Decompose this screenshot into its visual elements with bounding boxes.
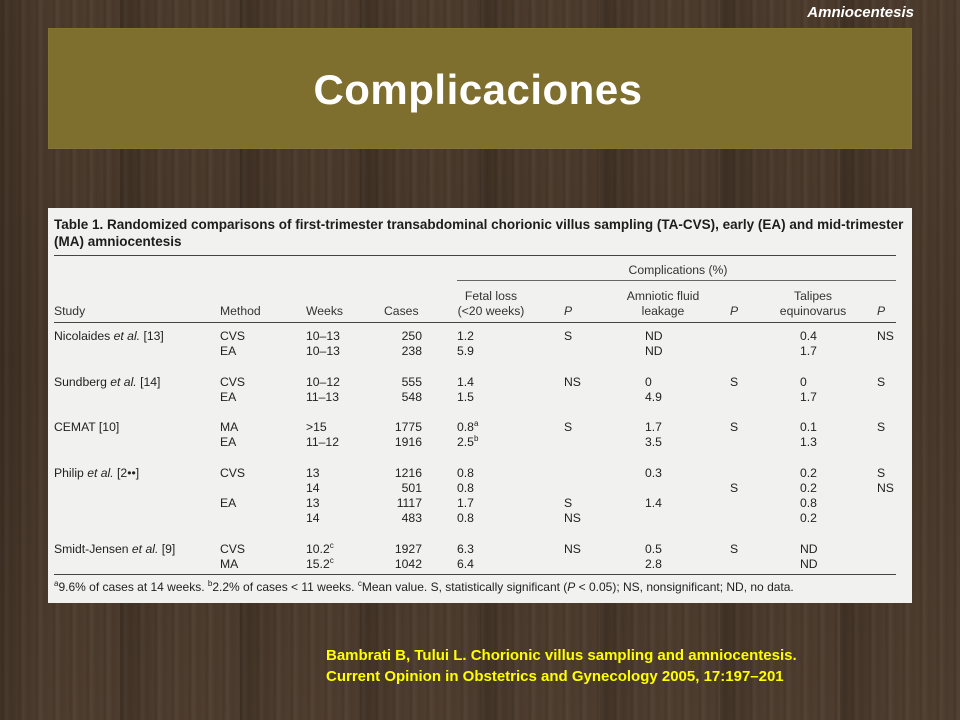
cell-fetal: 6.4: [457, 557, 474, 571]
cell-p1: S: [564, 329, 573, 343]
cell-p3: S: [877, 466, 886, 480]
cell-fetal: 1.5: [457, 390, 474, 404]
cell-weeks: 15.2$^c$: [306, 556, 334, 571]
citation-line-2: Current Opinion in Obstetrics and Gynecology 2005, 17:197–201: [326, 668, 784, 685]
table-caption: Table 1. Randomized comparisons of first-trimester transabdominal chorionic villus sampling (TA-CVS), early (EA) and mid-trimester (MA) amniocentesis: [54, 217, 904, 249]
cell-amniotic: 1.7: [645, 420, 662, 434]
cell-amniotic: 0.5: [645, 542, 662, 556]
cell-method: CVS: [220, 542, 246, 556]
col-header-p2: P: [730, 304, 739, 318]
study-name: Philip et al. [2••]: [54, 466, 140, 480]
cell-p1: NS: [564, 542, 581, 556]
cell-fetal: 1.4: [457, 375, 474, 389]
cell-p2: S: [730, 375, 739, 389]
cell-method: EA: [220, 390, 237, 404]
cell-p1: NS: [564, 511, 581, 525]
col-header-p3: P: [877, 304, 886, 318]
complications-group-header: Complications (%): [628, 263, 728, 277]
cell-cases: 1916: [394, 435, 422, 449]
cell-cases: 483: [401, 511, 422, 525]
cell-amniotic: 1.4: [645, 496, 662, 510]
cell-method: CVS: [220, 466, 246, 480]
cell-weeks: 10–12: [306, 375, 340, 389]
col-header-amniotic-1: Amniotic fluid: [626, 289, 700, 303]
cell-talipes: 0.8: [800, 496, 817, 510]
cell-fetal: 0.8: [457, 466, 474, 480]
cell-fetal: 6.3: [457, 542, 474, 556]
cell-cases: 548: [401, 390, 422, 404]
cell-fetal: 1.7: [457, 496, 474, 510]
col-header-talipes-2: equinovarus: [779, 304, 847, 318]
cell-fetal: 5.9: [457, 344, 474, 358]
cell-weeks: 10.2$^c$: [306, 541, 334, 556]
cell-amniotic: ND: [645, 329, 663, 343]
col-header-method: Method: [220, 304, 261, 318]
cell-fetal: 0.8$^a$: [457, 419, 479, 434]
cell-method: EA: [220, 496, 237, 510]
rule-header: [54, 322, 896, 323]
study-name: Sundberg et al. [14]: [54, 375, 161, 389]
cell-talipes: 0.2: [800, 466, 817, 480]
cell-p3: NS: [877, 329, 894, 343]
cell-weeks: 13: [306, 496, 320, 510]
cell-method: CVS: [220, 375, 246, 389]
cell-fetal: 2.5$^b$: [457, 434, 479, 449]
col-header-cases: Cases: [384, 304, 419, 318]
cell-talipes: 1.7: [800, 344, 817, 358]
cell-fetal: 0.8: [457, 511, 474, 525]
cell-p2: S: [730, 542, 739, 556]
col-header-amniotic-2: leakage: [641, 304, 685, 318]
citation: [326, 645, 797, 687]
cell-talipes: 1.3: [800, 435, 817, 449]
cell-weeks: >15: [306, 420, 327, 434]
cell-method: EA: [220, 435, 237, 449]
cell-p1: NS: [564, 375, 581, 389]
cell-cases: 555: [401, 375, 422, 389]
cell-cases: 250: [401, 329, 422, 343]
table-image: [48, 208, 912, 603]
cell-weeks: 14: [306, 511, 320, 525]
cell-talipes: ND: [800, 542, 818, 556]
cell-weeks: 10–13: [306, 344, 340, 358]
cell-p3: NS: [877, 481, 894, 495]
cell-p1: S: [564, 420, 573, 434]
cell-talipes: 1.7: [800, 390, 817, 404]
col-header-weeks: Weeks: [306, 304, 344, 318]
study-name: Nicolaides et al. [13]: [54, 329, 164, 343]
cell-cases: 238: [401, 344, 422, 358]
slide-title: Complicaciones: [313, 66, 643, 113]
cell-p3: S: [877, 375, 886, 389]
cell-cases: 1117: [396, 496, 422, 510]
cell-amniotic: 0.3: [645, 466, 662, 480]
col-header-p1: P: [564, 304, 573, 318]
cell-method: CVS: [220, 329, 246, 343]
cell-talipes: 0.4: [800, 329, 817, 343]
cell-talipes: 0: [800, 375, 807, 389]
cell-weeks: 10–13: [306, 329, 340, 343]
cell-p1: S: [564, 496, 573, 510]
cell-amniotic: ND: [645, 344, 663, 358]
cell-amniotic: 2.8: [645, 557, 662, 571]
topic-label: Amniocentesis: [807, 4, 914, 21]
col-header-talipes-1: Talipes: [794, 289, 832, 303]
cell-p2: S: [730, 481, 739, 495]
cell-cases: 501: [401, 481, 422, 495]
cell-method: MA: [220, 420, 239, 434]
rule-bottom: [54, 574, 896, 575]
cell-method: EA: [220, 344, 237, 358]
cell-weeks: 13: [306, 466, 320, 480]
cell-cases: 1042: [394, 557, 422, 571]
cell-cases: 1927: [394, 542, 422, 556]
cell-p2: S: [730, 420, 739, 434]
cell-talipes: 0.2: [800, 481, 817, 495]
cell-cases: 1775: [394, 420, 422, 434]
cell-amniotic: 4.9: [645, 390, 662, 404]
cell-fetal: 0.8: [457, 481, 474, 495]
table-footnote: $^a$9.6% of cases at 14 weeks. $^b$2.2% of cases < 11 weeks. $^c$Mean value. S, statistically significant (P < 0.05); NS, nonsignificant; ND, no data.: [54, 579, 794, 594]
cell-cases: 1216: [394, 466, 422, 480]
cell-talipes: ND: [800, 557, 818, 571]
study-name: Smidt-Jensen et al. [9]: [54, 542, 176, 556]
cell-fetal: 1.2: [457, 329, 474, 343]
col-header-fetal-2: (<20 weeks): [457, 304, 525, 318]
col-header-fetal-1: Fetal loss: [464, 289, 518, 303]
cell-talipes: 0.1: [800, 420, 817, 434]
cell-p3: S: [877, 420, 886, 434]
rule-top: [54, 255, 896, 256]
cell-amniotic: 0: [645, 375, 652, 389]
cell-talipes: 0.2: [800, 511, 817, 525]
cell-amniotic: 3.5: [645, 435, 662, 449]
col-header-study: Study: [54, 304, 86, 318]
citation-line-1: Bambrati B, Tului L. Chorionic villus sampling and amniocentesis.: [326, 647, 797, 664]
rule-group: [457, 280, 896, 281]
cell-method: MA: [220, 557, 239, 571]
cell-weeks: 11–12: [306, 435, 339, 449]
cell-weeks: 11–13: [306, 390, 339, 404]
study-name: CEMAT [10]: [54, 420, 120, 434]
cell-weeks: 14: [306, 481, 320, 495]
